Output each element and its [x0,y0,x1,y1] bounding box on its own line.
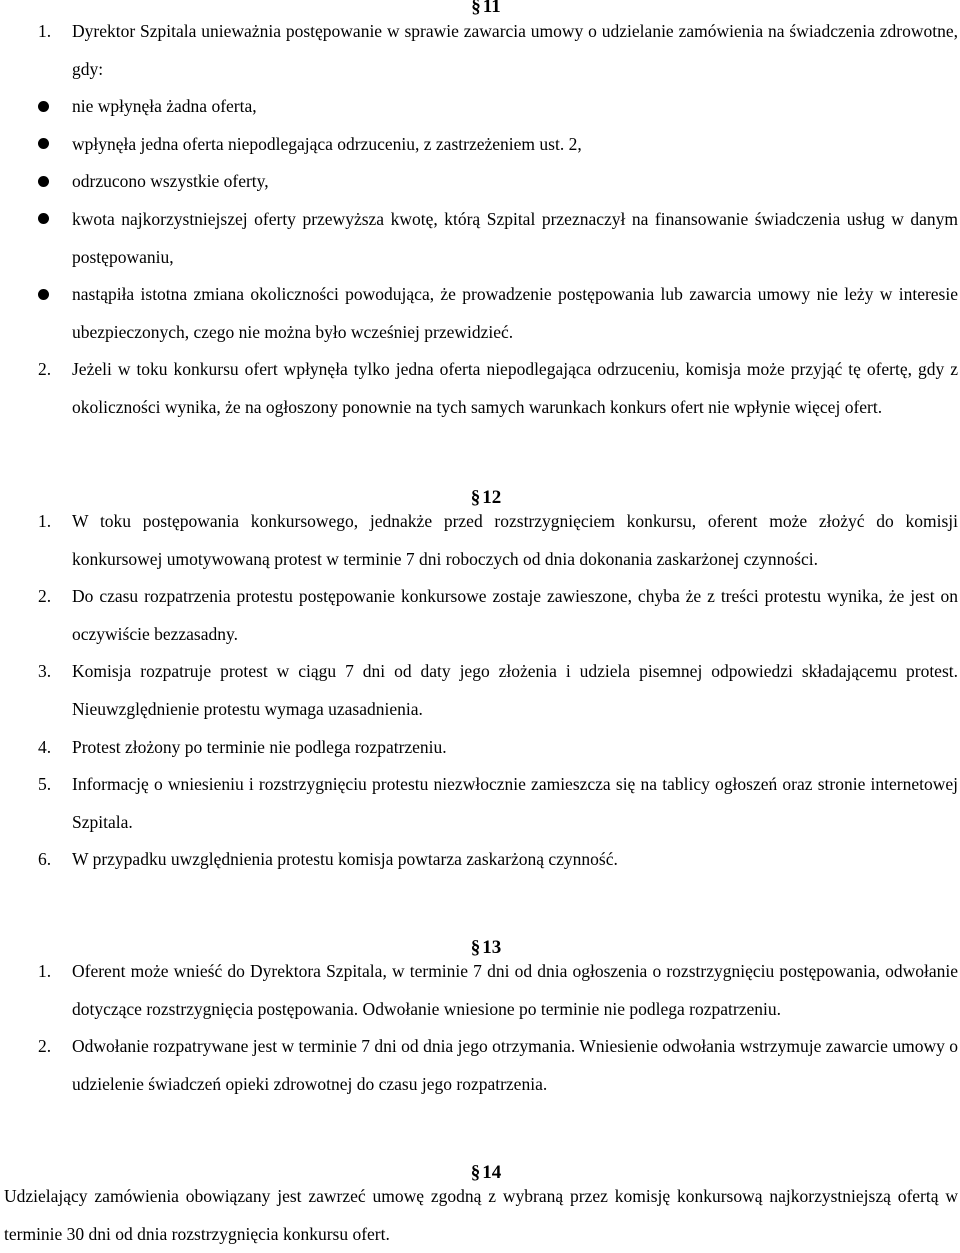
list-item [0,766,960,841]
list-item [0,351,960,426]
section-sign: § [470,937,481,958]
section-sign: § [471,0,481,17]
section-14-body [0,1178,960,1253]
item-text: W przypadku uwzględnienia protestu komisja powtarza zaskarżoną czynność. [72,849,618,870]
item-text: Jeżeli w toku konkursu ofert wpłynęła tylko jedna oferta niepodlegająca odrzuceniu, komisja może przyjąć tę ofertę, gdy z okoliczności wynika, że na ogłoszony ponownie na tych samych warunkach konkurs ofert nie wpłynie więcej ofert. [72,359,958,417]
list-item [0,841,960,879]
bullet-text: nie wpłynęła żadna oferta, [72,96,257,117]
bullet-item [0,276,960,351]
item-number: 2. [38,1036,52,1057]
section-13-body [0,953,960,1103]
item-number: 5. [38,774,52,795]
section-number: 14 [482,1162,502,1183]
section-12-body [0,503,960,879]
bullet-icon [38,101,49,112]
bullet-text: kwota najkorzystniejszej oferty przewyższa kwotę, którą Szpital przeznaczył na finansowanie świadczenia usług w danym postępowaniu, [72,208,958,267]
item-number: 4. [38,736,52,757]
item-number: 2. [38,359,52,380]
bullet-item [0,201,960,276]
item-number: 1. [38,961,52,981]
item-text: Komisja rozpatruje protest w ciągu 7 dni od daty jego złożenia i udziela pisemnej odpowiedzi składającemu protest. Nieuwzględnienie protestu wymaga uzasadnienia. [72,661,958,719]
item-text: Protest złożony po terminie nie podlega rozpatrzeniu. [72,736,447,757]
section-number: 11 [482,0,501,17]
list-item [0,729,960,767]
item-number: 6. [38,849,52,870]
bullet-icon [38,213,49,224]
bullet-item [0,163,960,201]
section-number: 13 [482,937,502,958]
section-11-body [0,13,960,427]
bullet-icon [38,138,49,149]
list-item [0,503,960,578]
list-item [0,953,960,1028]
item-text: Dyrektor Szpitala unieważnia postępowanie w sprawie zawarcia umowy o udzielanie zamówienia na świadczenia zdrowotne, gdy: [72,21,958,79]
bullet-text: nastąpiła istotna zmiana okoliczności powodująca, że prowadzenie postępowania lub zawarcia umowy nie leży w interesie ubezpieczonych, czego nie można było wcześniej przewidzieć. [72,284,958,342]
paragraph-text: Udzielający zamówienia obowiązany jest zawrzeć umowę zgodną z wybraną przez komisję konkursową najkorzystniejszą ofertą w terminie 30 dni od dnia rozstrzygnięcia konkursu ofert. [4,1186,958,1244]
item-number: 1. [38,21,52,41]
bullet-item [0,126,960,164]
item-text: Informację o wniesieniu i rozstrzygnięciu protestu niezwłocznie zamieszcza się na tablicy ogłoszeń oraz stronie internetowej Szpitala. [72,774,958,832]
section-sign: § [470,487,481,508]
section-sign: § [470,1162,481,1183]
bullet-item [0,88,960,126]
bullet-icon [38,176,49,187]
item-number: 3. [38,661,52,682]
item-text: Oferent może wnieść do Dyrektora Szpitala, w terminie 7 dni od dnia ogłoszenia o rozstrzygnięciu postępowania, odwołanie dotyczące rozstrzygnięcia postępowania. Odwołanie wniesione po terminie nie podlega rozpatrzeniu. [72,961,958,1019]
item-text: Odwołanie rozpatrywane jest w terminie 7 dni od dnia jego otrzymania. Wniesienie odwołania wstrzymuje zawarcie umowy o udzielenie świadczeń opieki zdrowotnej do czasu jego rozpatrzenia. [72,1036,958,1094]
item-text: W toku postępowania konkursowego, jednakże przed rozstrzygnięciem konkursu, oferent może złożyć do komisji konkursowej umotywowaną protest w terminie 7 dni roboczych od dnia dokonania zaskarżonej czynności. [72,511,958,569]
list-item [0,13,960,88]
item-number: 1. [38,511,52,531]
list-item [0,1028,960,1103]
item-number: 2. [38,586,52,607]
item-text: Do czasu rozpatrzenia protestu postępowanie konkursowe zostaje zawieszone, chyba że z treści protestu wynika, że jest on oczywiście bezzasadny. [72,586,958,644]
list-item [0,578,960,653]
bullet-text: odrzucono wszystkie oferty, [72,171,269,192]
list-item [0,653,960,728]
section-number: 12 [482,487,502,508]
bullet-icon [38,289,49,300]
bullet-text: wpłynęła jedna oferta niepodlegająca odrzuceniu, z zastrzeżeniem ust. 2, [72,133,582,154]
